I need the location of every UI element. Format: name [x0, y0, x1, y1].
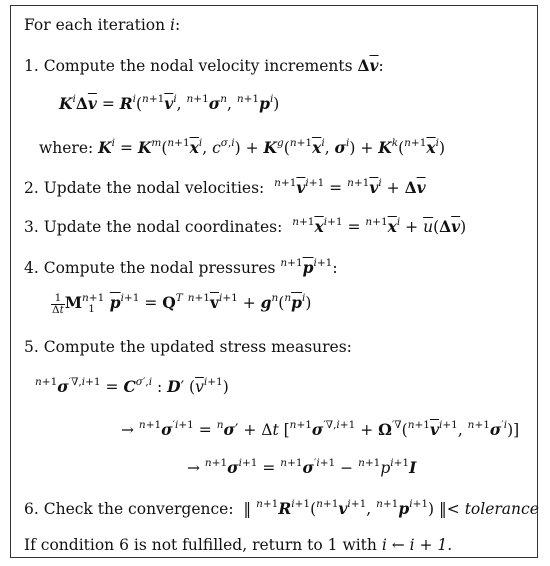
eq-where: where: $K^i = K^m(^{n+1}\overline{x}^i$, $c^{\sigma,i}) + K^g(^{n+1}\overline{x}^i$, $\sigma^i) + K^k(^{n+1}\overline{x}^i)$: [39, 137, 446, 157]
algorithm-box: [10, 5, 538, 558]
step-6: 6. Check the convergence: ‖ $^{n+1}R^{i+1}(^{n+1}v^{i+1}$, $^{n+1}p^{i+1}$) ‖< tolerance: [24, 498, 539, 518]
step-2-text: Update the nodal velocities:: [43, 179, 265, 197]
step-1: 1. Compute the nodal velocity increments $\Delta\overline{v}$:: [24, 56, 384, 75]
step-1-text: Compute the nodal velocity increments: [43, 57, 358, 75]
step-3-number: 3.: [24, 218, 39, 236]
step-4: 4. Compute the nodal pressures $^{n+1}\overline{p}^{i+1}$:: [24, 257, 338, 277]
step-5-number: 5.: [24, 338, 39, 356]
footer-math: i ← i + 1.: [381, 536, 453, 554]
tolerance-text: tolerance: [464, 500, 539, 518]
eq-total-stress: → $^{n+1}\sigma^{i+1} = ^{n+1}\sigma^{'i+1} - ^{n+1}p^{i+1}I$: [187, 457, 417, 477]
footer-text: If condition 6 is not fulfilled, return to 1 with: [24, 536, 382, 554]
header-text: For each iteration: [24, 16, 171, 34]
step-4-text: Compute the nodal pressures: [43, 259, 281, 277]
header-colon: :: [175, 16, 181, 34]
step-5-text: Compute the updated stress measures:: [43, 338, 352, 356]
eq-pressure: $\frac{1}{\Delta t}$ $M^{n+1}_1$ $\overline{p}^{i+1} = Q^T$ $^{n+1}\overline{v}^{i+1} + g^n(^n\overline{p}^i)$: [52, 291, 312, 316]
eq-stress-rate: $^{n+1}\sigma^{'\nabla,i+1} = C^{\sigma',i}$ : D′ $(\overline{v}^{i+1})$: [35, 376, 229, 396]
step-3-text: Update the nodal coordinates:: [43, 218, 283, 236]
where-label: where:: [39, 139, 94, 157]
eq-stress-update: → $^{n+1}\sigma^{'i+1} = ^n\sigma' + \Delta t$ [$^{n+1}\sigma^{'\nabla,i+1} + \Omega^{'\nabla}(^{n+1}\overline{v}^{i+1}$, $^{n+1}\sigma^{'i}$)]: [121, 419, 520, 439]
delta-v-symbol: $\Delta\overline{v}$: [357, 56, 379, 75]
step-2-number: 2.: [24, 179, 39, 197]
iteration-header: [24, 16, 180, 34]
step-4-number: 4.: [24, 259, 39, 277]
step-5: [24, 338, 352, 356]
step-6-text: Check the convergence:: [43, 500, 234, 518]
step-2: 2. Update the nodal velocities: $^{n+1}\overline{v}^{i+1} = ^{n+1}\overline{v}^i + \Delta\overline{v}$: [24, 177, 426, 197]
step-1-number: 1.: [24, 57, 39, 75]
step-6-number: 6.: [24, 500, 39, 518]
header-var: i: [170, 16, 175, 34]
footer: [24, 536, 452, 554]
eq-system: $K^i\Delta\overline{v} = R^i(^{n+1}\overline{v}^i$, $^{n+1}\sigma^n$, $^{n+1}p^i$): [59, 93, 280, 113]
step-3: 3. Update the nodal coordinates: $^{n+1}\overline{x}^{i+1} = ^{n+1}\overline{x}^i + \overline{u}(\Delta\overline{v})$: [24, 216, 467, 236]
